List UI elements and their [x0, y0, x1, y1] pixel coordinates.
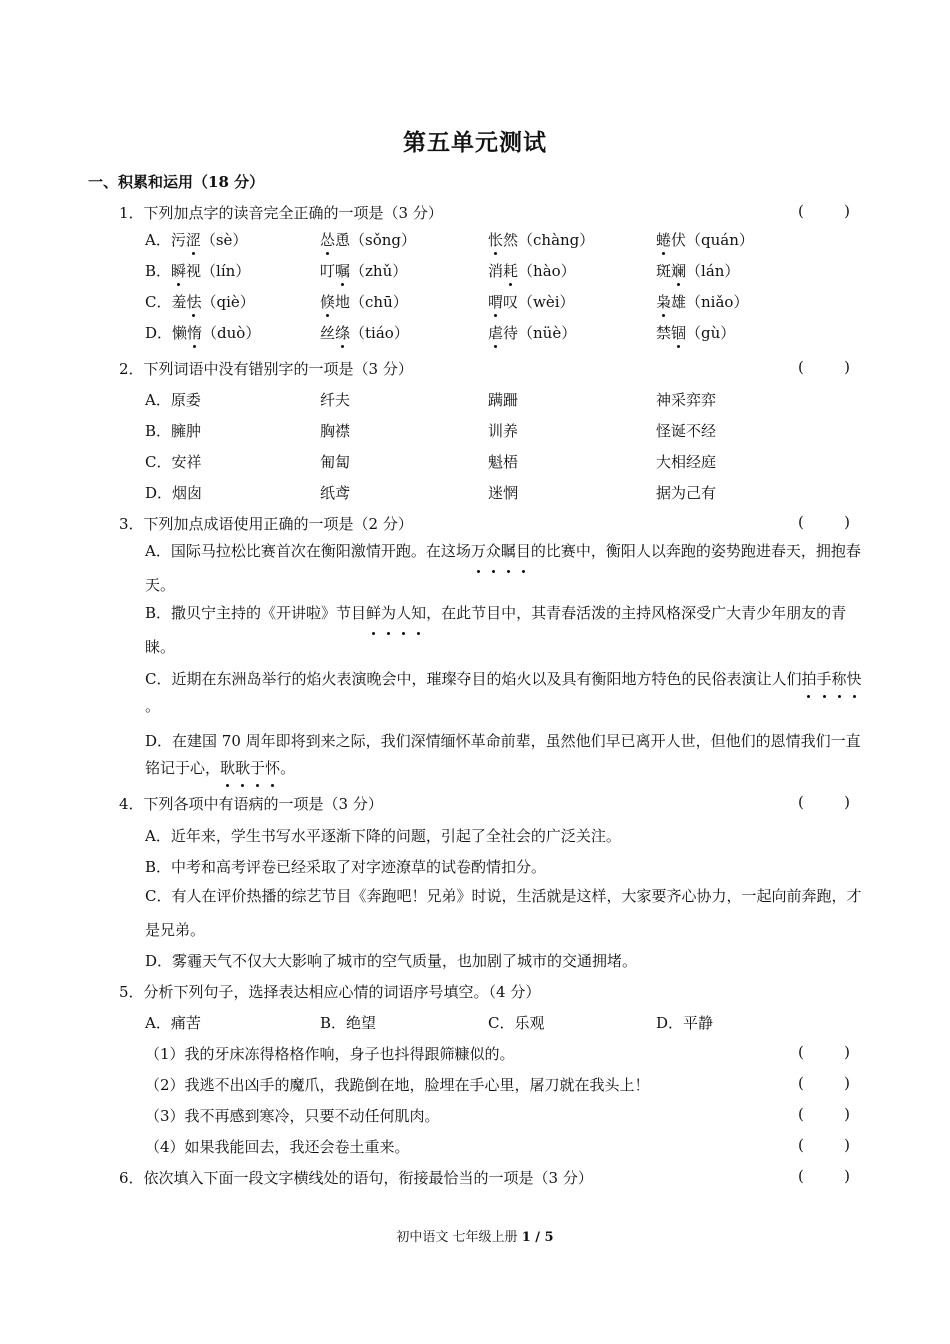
- q1-option-b3: 消耗（hào）: [488, 262, 576, 280]
- q5-item-2: （2）我逃不出凶手的魔爪，我跪倒在地，脸埋在手心里，屠刀就在我头上！: [145, 1076, 650, 1094]
- answer-blank-q5-3[interactable]: ( ): [798, 1105, 850, 1123]
- q1-option-b2: 叮嘱（zhǔ）: [320, 262, 408, 280]
- question-5-stem: 5．分析下列句子，选择表达相应心情的词语序号填空。（4 分）: [119, 983, 541, 1001]
- q2-option-d3: 迷惘: [488, 484, 519, 502]
- q2-option-b4: 怪诞不经: [656, 422, 717, 440]
- page-title: 第五单元测试: [403, 129, 547, 156]
- q5-option-c: C．乐观: [488, 1014, 545, 1032]
- q4-option-d: D．雾霾天气不仅大大影响了城市的空气质量，也加剧了城市的交通拥堵。: [145, 952, 638, 970]
- q3-option-d: D．在建国 70 周年即将到来之际，我们深情缅怀革命前辈，虽然他们早已离开人世，但他们的恩情我们一直铭记于心，耿耿于怀。: [145, 728, 867, 782]
- q2-option-b2: 胸襟: [320, 422, 351, 440]
- question-2-stem: 2．下列词语中没有错别字的一项是（3 分）: [119, 360, 413, 378]
- dotted-idiom-b: [366, 604, 426, 622]
- q2-option-c2: 匍匐: [320, 453, 351, 471]
- q4-option-c: C．有人在评价热播的综艺节目《奔跑吧！兄弟》时说，生活就是这样，大家要齐心协力，一起向前奔跑，才是兄弟。: [145, 887, 862, 939]
- q2-option-b3: 训养: [488, 422, 519, 440]
- emphasis-char: 万: [471, 534, 486, 568]
- q5-option-b: B．绝望: [320, 1014, 377, 1032]
- emphasis-char: 耿: [235, 755, 250, 782]
- emphasis-char: 于: [250, 755, 265, 782]
- q3-option-b: B．撒贝宁主持的《开讲啦》节目鲜为人知，在此节目中，其青春活泼的主持风格深受广大青少年朋友的青睐。: [145, 596, 867, 664]
- question-6-stem: 6．依次填入下面一段文字横线处的语句，衔接最恰当的一项是（3 分）: [119, 1169, 593, 1187]
- q1-option-d4: 禁锢（gù）: [656, 324, 736, 342]
- q5-item-3: （3）我不再感到寒冷，只要不动任何肌肉。: [145, 1107, 440, 1125]
- q1-option-c1: C．羞怯（qiè）: [145, 293, 255, 311]
- emphasis-char: 知: [411, 596, 426, 630]
- emphasis-char: 鲜: [366, 596, 381, 630]
- q2-option-d1: D．烟囱: [145, 484, 203, 502]
- q2-option-b1: B．臃肿: [145, 422, 202, 440]
- emphasis-char: 拍: [801, 666, 816, 693]
- q1-option-c2: 倏地（chū）: [320, 293, 408, 311]
- emphasis-char: 目: [516, 534, 531, 568]
- emphasis-char: 为: [381, 596, 396, 630]
- q1-option-a1: A．污涩（sè）: [145, 231, 248, 249]
- q1-option-d2: 丝绦（tiáo）: [320, 324, 409, 342]
- answer-blank-q5-1[interactable]: ( ): [798, 1043, 850, 1061]
- q1-option-b4: 斑斓（lán）: [656, 262, 740, 280]
- q1-option-b1: B．瞬视（lín）: [145, 262, 251, 280]
- q1-option-a3: 怅然（chàng）: [488, 231, 595, 249]
- q1-option-d1: D．懒惰（duò）: [145, 324, 261, 342]
- q2-option-a3: 蹒跚: [488, 391, 519, 409]
- q2-option-a2: 纤夫: [320, 391, 351, 409]
- q1-option-a4: 蜷伏（quán）: [656, 231, 754, 249]
- q1-option-c4: 枭雄（niǎo）: [656, 293, 749, 311]
- answer-blank-q4[interactable]: ( ): [798, 793, 850, 811]
- q2-option-c3: 魁梧: [488, 453, 519, 471]
- emphasis-char: 称: [832, 666, 847, 693]
- question-1-stem: 1．下列加点字的读音完全正确的一项是（3 分）: [119, 204, 443, 222]
- q2-option-d2: 纸鸢: [320, 484, 351, 502]
- emphasis-char: 人: [396, 596, 411, 630]
- q2-option-a4: 神采弈弈: [656, 391, 717, 409]
- q5-item-1: （1）我的牙床冻得格格作响，身子也抖得跟筛糠似的。: [145, 1045, 515, 1063]
- q2-option-d4: 据为己有: [656, 484, 717, 502]
- question-4-stem: 4．下列各项中有语病的一项是（3 分）: [119, 795, 383, 813]
- q2-option-c1: C．安祥: [145, 453, 202, 471]
- dotted-idiom-d: [220, 759, 280, 777]
- emphasis-char: 耿: [220, 755, 235, 782]
- q5-option-d: D．平静: [656, 1014, 714, 1032]
- dotted-idiom-a: [471, 542, 531, 560]
- section-heading: 一、积累和运用（18 分）: [88, 173, 265, 191]
- answer-blank-q3[interactable]: ( ): [798, 513, 850, 531]
- answer-blank-q2[interactable]: ( ): [798, 358, 850, 376]
- dotted-idiom-c: [801, 670, 861, 688]
- q5-item-4: （4）如果我能回去，我还会卷土重来。: [145, 1138, 410, 1156]
- q1-option-d3: 虐待（nüè）: [488, 324, 577, 342]
- emphasis-char: 怀: [265, 755, 280, 782]
- q2-option-c4: 大相经庭: [656, 453, 717, 471]
- emphasis-char: 众: [486, 534, 501, 568]
- answer-blank-q5-4[interactable]: ( ): [798, 1136, 850, 1154]
- page-footer: 初中语文 七年级上册 1 / 5: [396, 1230, 554, 1245]
- answer-blank-q5-2[interactable]: ( ): [798, 1074, 850, 1092]
- q4-option-a: A．近年来，学生书写水平逐渐下降的问题，引起了全社会的广泛关注。: [145, 827, 621, 845]
- q3-option-a: A．国际马拉松比赛首次在衡阳激情开跑。在这场万众瞩目的比赛中，衡阳人以奔跑的姿势跑进春天，拥抱春天。: [145, 534, 867, 602]
- page-number: 1 / 5: [521, 1230, 554, 1245]
- emphasis-char: 手: [817, 666, 832, 693]
- question-3-stem: 3．下列加点成语使用正确的一项是（2 分）: [119, 515, 413, 533]
- q1-option-a2: 怂恿（sǒng）: [320, 231, 417, 249]
- q5-option-a: A．痛苦: [145, 1014, 201, 1032]
- answer-blank-q1[interactable]: ( ): [798, 202, 850, 220]
- emphasis-char: 瞩: [501, 534, 516, 568]
- emphasis-char: 快: [847, 666, 862, 693]
- q1-option-c3: 喟叹（wèi）: [488, 293, 575, 311]
- q3-option-c: C．近期在东洲岛举行的焰火表演晚会中，璀璨夺目的焰火以及具有衡阳地方特色的民俗表演让人们拍手称快。: [145, 666, 867, 720]
- answer-blank-q6[interactable]: ( ): [798, 1167, 850, 1185]
- q4-option-b: B．中考和高考评卷已经采取了对字迹潦草的试卷酌情扣分。: [145, 858, 547, 876]
- q2-option-a1: A．原委: [145, 391, 201, 409]
